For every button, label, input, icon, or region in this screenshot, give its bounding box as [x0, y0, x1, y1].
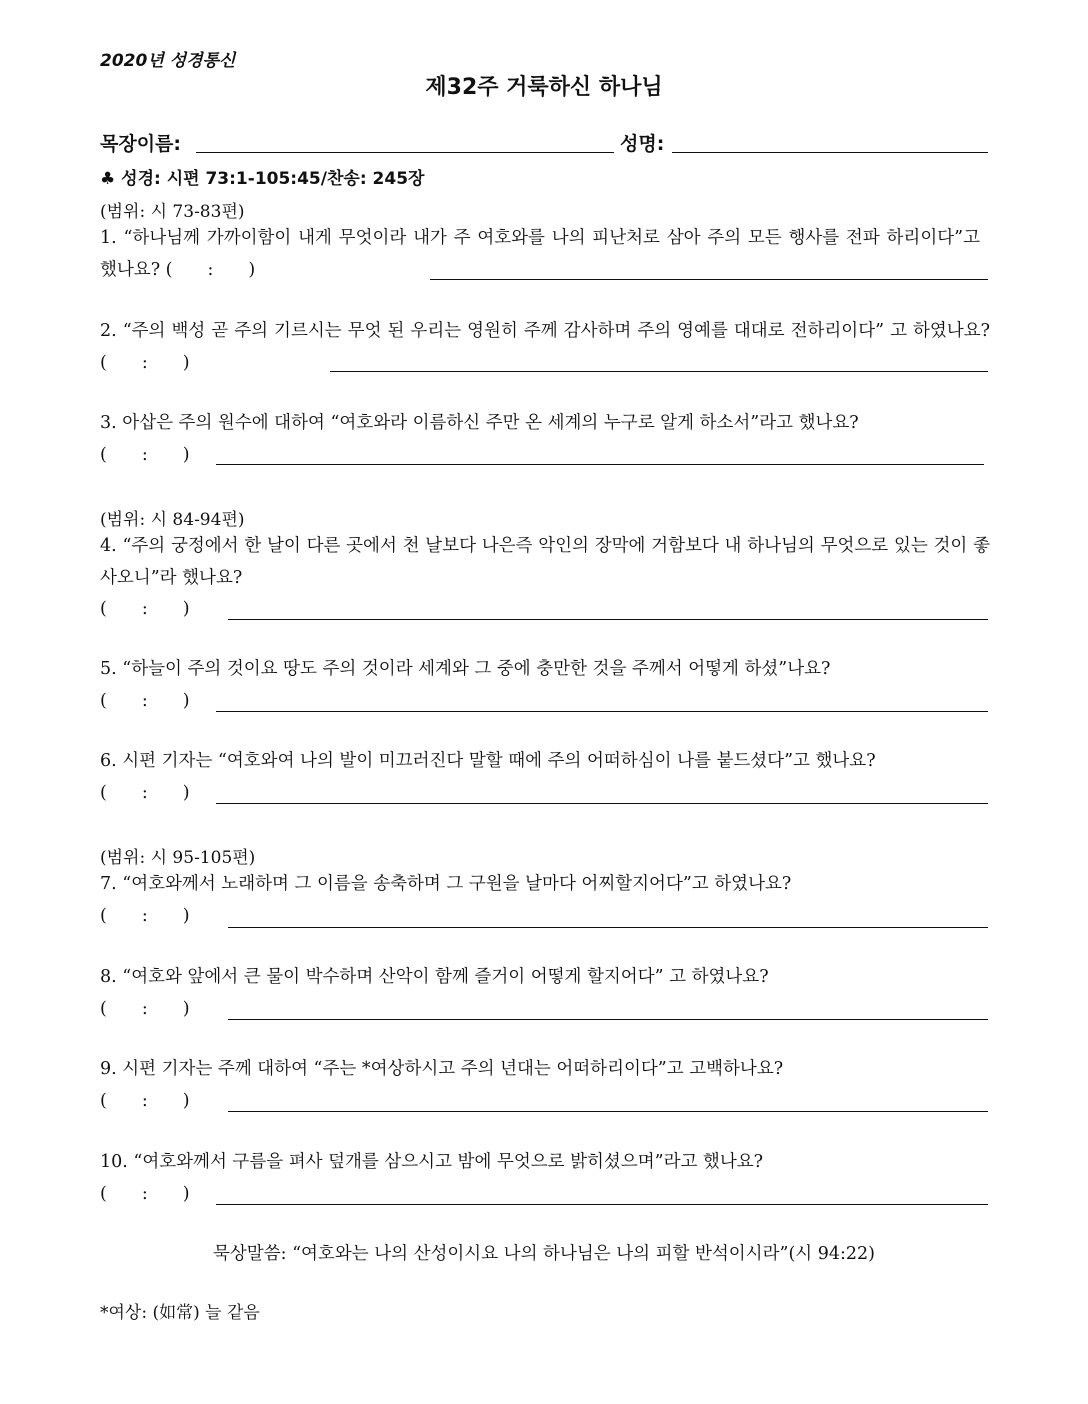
answer-line-8[interactable] [228, 1019, 988, 1020]
answer-ref-8: ( : ) [100, 999, 190, 1019]
question-1-text: 1. “하나님께 가까이함이 내게 무엇이라 내가 주 여호와를 나의 피난처로 삼아 주의 모든 행사를 전파 하리이다”고 했나요? ( : ) [100, 228, 980, 280]
question-2-text: 2. “주의 백성 곧 주의 기르시는 무엇 된 우리는 영원히 주께 감사하며 주의 영예를 대대로 전하리이다” 고 하였나요? ( : ) [100, 321, 990, 373]
answer-ref-6: ( : ) [100, 783, 190, 803]
answer-line-4[interactable] [228, 619, 988, 620]
answer-ref-5: ( : ) [100, 691, 190, 711]
question-7-text: 7. “여호와께서 노래하며 그 이름을 송축하며 그 구원을 날마다 어찌할지어다”고 하였나요? [100, 874, 792, 894]
group-name-field[interactable] [196, 152, 614, 153]
question-6-text: 6. 시편 기자는 “여호와여 나의 발이 미끄러진다 말할 때에 주의 어떠하심이 나를 붙드셨다”고 했나요? [100, 751, 876, 771]
answer-line-5[interactable] [216, 711, 988, 712]
question-6 [100, 745, 990, 777]
section-range-1: (범위: 시 73-83편) [100, 202, 245, 222]
question-9 [100, 1053, 990, 1085]
section-range-2: (범위: 시 84-94편) [100, 510, 245, 530]
person-name-field[interactable] [672, 152, 988, 153]
question-5 [100, 653, 990, 685]
question-1 [100, 222, 990, 286]
answer-line-6[interactable] [216, 803, 988, 804]
answer-line-10[interactable] [216, 1204, 988, 1205]
question-9-text: 9. 시편 기자는 주께 대하여 “주는 *여상하시고 주의 년대는 어떠하리이다”고 고백하나요? [100, 1059, 784, 1079]
answer-line-1[interactable] [430, 279, 988, 280]
answer-line-7[interactable] [228, 927, 988, 928]
question-4 [100, 530, 990, 594]
answer-line-2[interactable] [330, 371, 988, 372]
answer-ref-7: ( : ) [100, 906, 190, 926]
question-8-text: 8. “여호와 앞에서 큰 물이 박수하며 산악이 함께 즐거이 어떻게 할지어다” 고 하였나요? [100, 967, 769, 987]
question-5-text: 5. “하늘이 주의 것이요 땅도 주의 것이라 세계와 그 중에 충만한 것을 주께서 어떻게 하셨”나요? [100, 659, 831, 679]
person-name-label: 성명: [620, 133, 665, 155]
page-title: 제32주 거룩하신 하나님 [425, 75, 663, 100]
answer-ref-10: ( : ) [100, 1184, 190, 1204]
header-tag: 2020년 성경통신 [100, 51, 236, 71]
question-10-text: 10. “여호와께서 구름을 펴사 덮개를 삼으시고 밤에 무엇으로 밝히셨으며”라고 했나요? [100, 1152, 764, 1172]
question-3 [100, 407, 990, 439]
answer-ref-9: ( : ) [100, 1091, 190, 1111]
meditation-verse: 묵상말씀: “여호와는 나의 산성이시요 나의 하나님은 나의 피할 반석이시라”(시 94:22) [213, 1244, 875, 1264]
question-7 [100, 868, 990, 900]
question-3-text: 3. 아삽은 주의 원수에 대하여 “여호와라 이름하신 주만 온 세계의 누구로 알게 하소서”라고 했나요? [100, 413, 859, 433]
question-2 [100, 315, 990, 379]
answer-line-9[interactable] [228, 1111, 988, 1112]
answer-ref-3: ( : ) [100, 445, 190, 465]
answer-line-3[interactable] [216, 464, 984, 465]
question-4-text: 4. “주의 궁정에서 한 날이 다른 곳에서 천 날보다 나은즉 악인의 장막에 거함보다 내 하나님의 무엇으로 있는 것이 좋사오니”라 했나요? [100, 536, 990, 588]
footnote: *여상: (如常) 늘 같음 [100, 1303, 260, 1323]
question-8 [100, 961, 990, 993]
question-10 [100, 1146, 990, 1178]
scripture-reading: ♣ 성경: 시편 73:1-105:45/찬송: 245장 [100, 169, 425, 189]
answer-ref-4: ( : ) [100, 599, 190, 619]
section-range-3: (범위: 시 95-105편) [100, 848, 256, 868]
group-name-label: 목장이름: [100, 133, 182, 155]
